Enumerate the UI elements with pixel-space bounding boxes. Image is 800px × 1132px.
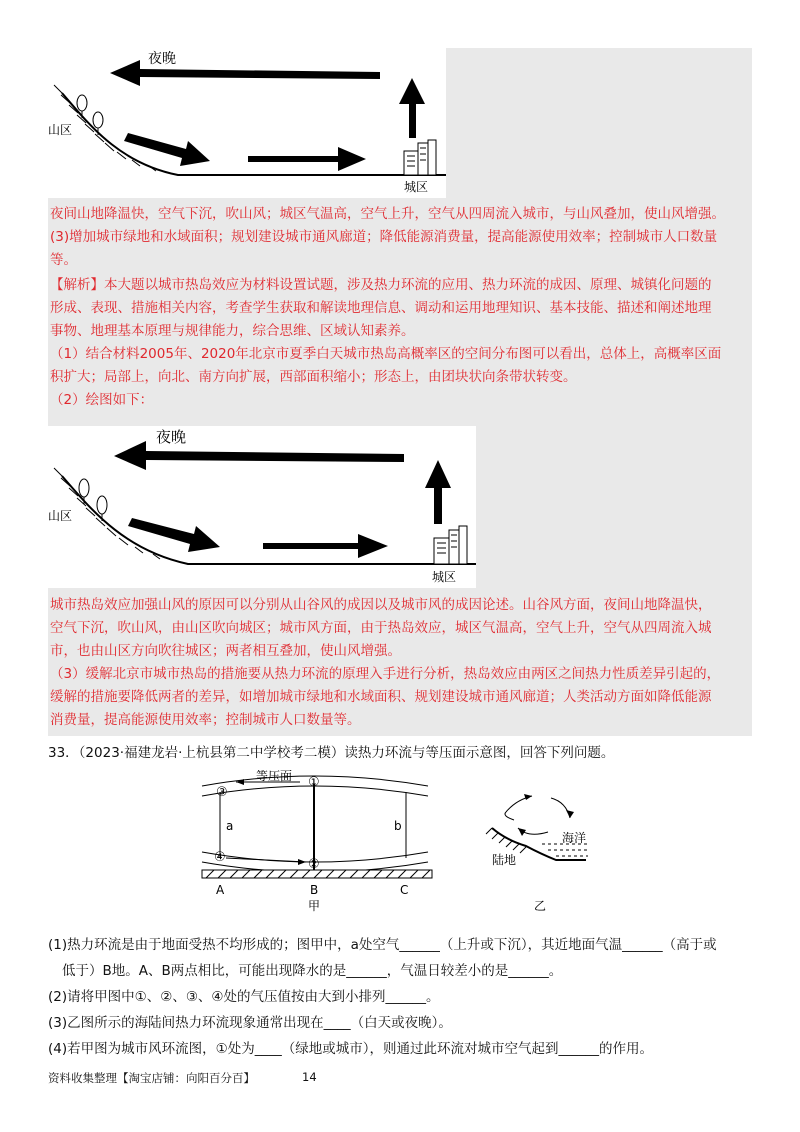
- subquestion-2: (2)请将甲图中①、②、③、④处的气压值按由大到小排列______。: [48, 989, 440, 1005]
- answer-line: (3)增加城市绿地和水域面积；规划建设城市通风廊道；降低能源消费量，提高能源使用效率；控制城市人口数量: [50, 229, 718, 245]
- answer-line: 缓解的措施要降低两者的差异，如增加城市绿地和水域面积、规划建设城市通风廊道；人类活动方面如降低能源: [50, 689, 712, 705]
- analysis-line: （1）结合材料2005年、2020年北京市夏季白天城市热岛高概率区的空间分布图可以看出，总体上，高概率区面: [50, 346, 722, 362]
- B-label: B: [310, 883, 319, 897]
- subquestion-3: (3)乙图所示的海陆间热力环流现象通常出现在____（白天或夜晚）。: [48, 1015, 452, 1031]
- subquestion-1a: (1)热力环流是由于地面受热不均形成的；图甲中，a处空气______（上升或下沉），其近地面气温______（高于或: [48, 937, 717, 953]
- isobar-label: 等压面: [256, 770, 293, 783]
- answer-line: 城市热岛效应加强山风的原因可以分别从山谷风的成因以及城市风的成因论述。山谷风方面，夜间山地降温快，: [50, 597, 712, 613]
- answer-block-1: [50, 203, 750, 272]
- analysis-line: 事物、地理基本原理与规律能力，综合思维、区域认知素养。: [50, 323, 415, 339]
- question-33-subquestions: [48, 932, 758, 1062]
- page-number: 14: [302, 1070, 317, 1084]
- analysis-line: 积扩大；局部上，向北、南方向扩展，西部面积缩小；形态上，由团块状向条带状转变。: [50, 369, 577, 385]
- point-4-label: ④: [214, 850, 226, 865]
- ocean-label: 海洋: [562, 831, 587, 845]
- analysis-line: 【解析】本大题以城市热岛效应为材料设置试题，涉及热力环流的应用、热力环流的成因、原理、城镇化问题的: [50, 277, 712, 293]
- a-label: a: [226, 819, 234, 833]
- city-label: 城区: [432, 570, 457, 584]
- b-label: b: [394, 819, 402, 833]
- question-33-header: 33．（2023·福建龙岩·上杭县第二中学校考二模）读热力环流与等压面示意图，回答下列问题。: [48, 745, 615, 761]
- mountain-label: 山区: [48, 509, 73, 523]
- yi-label: 乙: [534, 899, 547, 913]
- answer-line: 夜间山地降温快，空气下沉，吹山风；城区气温高，空气上升，空气从四周流入城市，与山风叠加，使山风增强。: [50, 206, 725, 222]
- answer-line: 空气下沉，吹山风，由山区吹向城区；城市风方面，由于热岛效应，城区气温高，空气上升，空气从四周流入城: [50, 620, 712, 636]
- answer-line: 消费量，提高能源使用效率；控制城市人口数量等。: [50, 712, 361, 728]
- mountain-breeze-figure-2: [48, 426, 476, 588]
- answer-line: 等。: [50, 252, 77, 268]
- analysis-line: （2）绘图如下：: [50, 392, 154, 408]
- city-label: 城区: [404, 180, 429, 194]
- night-label: 夜晚: [156, 428, 187, 446]
- point-3-label: ③: [216, 785, 228, 800]
- subquestion-4: (4)若甲图为城市风环流图，①处为____（绿地或城市），则通过此环流对城市空气起到______的作用。: [48, 1041, 653, 1057]
- C-label: C: [400, 883, 409, 897]
- A-label: A: [216, 883, 225, 897]
- analysis-line: 形成、表现、措施相关内容，考查学生获取和解读地理信息、调动和运用地理知识、基本技能、描述和阐述地理: [50, 300, 712, 316]
- answer-line: 市，也由山区方向吹往城区；两者相互叠加，使山风增强。: [50, 643, 401, 659]
- point-2-label: ②: [308, 857, 320, 872]
- analysis-block: [50, 274, 750, 412]
- point-1-label: ①: [308, 775, 320, 790]
- footer-source: 资料收集整理【淘宝店铺：向阳百分百】: [48, 1071, 255, 1085]
- jia-label: 甲: [308, 899, 321, 913]
- night-label: 夜晚: [148, 51, 176, 67]
- land-label: 陆地: [492, 853, 517, 867]
- subquestion-1b: 低于）B地。A、B两点相比，可能出现降水的是______，气温日较差小的是______。: [62, 963, 563, 979]
- mountain-breeze-figure-1: [48, 48, 446, 198]
- mountain-label: 山区: [48, 123, 73, 137]
- answer-block-2: [50, 594, 750, 732]
- answer-line: （3）缓解北京市城市热岛的措施要从热力环流的原理入手进行分析，热岛效应由两区之间热力性质差异引起的，: [50, 666, 721, 682]
- thermal-circulation-figure: [196, 770, 596, 918]
